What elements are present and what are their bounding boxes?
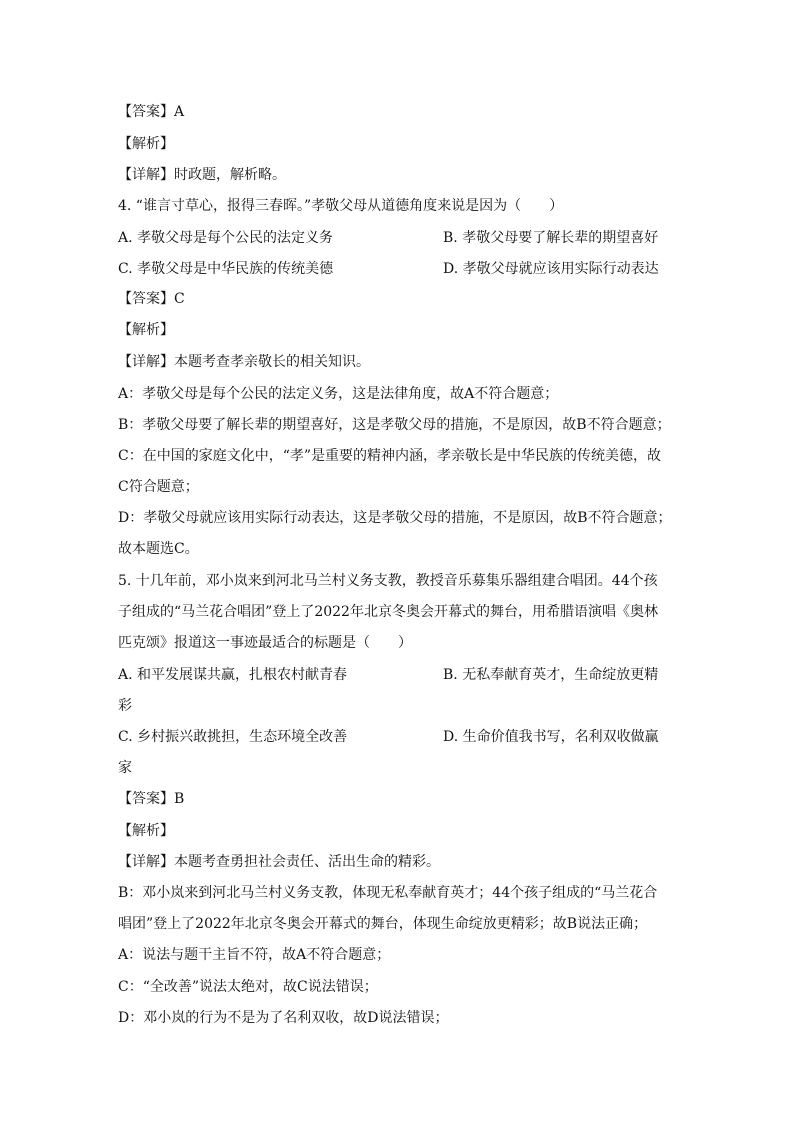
q4-explanation-c-line1: C：在中国的家庭文化中，“孝”是重要的精神内涵，孝亲敬长是中华民族的传统美德，故 bbox=[118, 448, 662, 464]
q5-option-d-line1: D. 生命价值我书写，名利双收做赢 bbox=[443, 729, 659, 745]
q5-option-a: A. 和平发展谋共赢，扎根农村献青春 bbox=[118, 667, 348, 683]
question-5-stem-line2: 子组成的“马兰花合唱团”登上了2022年北京冬奥会开幕式的舞台，用希腊语演唱《奥林 bbox=[118, 604, 658, 620]
q5-explanation-c: C：“全改善”说法太绝对，故C说法错误； bbox=[118, 979, 378, 995]
q4-analysis-label: 【解析】 bbox=[118, 322, 174, 338]
q5-analysis-label: 【解析】 bbox=[118, 823, 174, 839]
q5-explanation-b-line2: 唱团”登上了2022年北京冬奥会开幕式的舞台，体现生命绽放更精彩；故B说法正确； bbox=[118, 916, 648, 932]
q5-answer-label: 【答案】B bbox=[118, 791, 185, 807]
q5-explanation-b-line1: B：邓小岚来到河北马兰村义务支教，体现无私奉献育英才；44个孩子组成的“马兰花合 bbox=[118, 885, 658, 901]
q4-detail-text: 【详解】本题考查孝亲敬长的相关知识。 bbox=[118, 354, 370, 370]
q4-explanation-b: B：孝敬父母要了解长辈的期望喜好，这是孝敬父母的措施，不是原因，故B不符合题意； bbox=[118, 417, 671, 433]
q4-answer-label: 【答案】C bbox=[118, 291, 185, 307]
q4-option-a: A. 孝敬父母是每个公民的法定义务 bbox=[118, 230, 334, 246]
q4-option-c: C. 孝敬父母是中华民族的传统美德 bbox=[118, 261, 334, 277]
q4-explanation-a: A：孝敬父母是每个公民的法定义务，这是法律角度，故A不符合题意； bbox=[118, 386, 559, 402]
question-5-stem-line1: 5. 十几年前，邓小岚来到河北马兰村义务支教，教授音乐募集乐器组建合唱团。44个孩 bbox=[118, 573, 658, 589]
q4-option-d: D. 孝敬父母就应该用实际行动表达 bbox=[443, 261, 659, 277]
q5-option-b-line1: B. 无私奉献育英才，生命绽放更精 bbox=[443, 667, 659, 683]
question-4-stem: 4. “谁言寸草心，报得三春晖。”孝敬父母从道德角度来说是因为（ ） bbox=[118, 198, 564, 214]
q4-explanation-c-line2: C符合题意； bbox=[118, 479, 199, 495]
q5-option-d-line2: 家 bbox=[118, 760, 132, 776]
question-5-stem-line3: 匹克颂》报道这一事迹最适合的标题是（ ） bbox=[118, 635, 412, 651]
analysis-label: 【解析】 bbox=[118, 136, 174, 152]
q5-detail-text: 【详解】本题考查勇担社会责任、活出生命的精彩。 bbox=[118, 854, 440, 870]
q5-explanation-d: D：邓小岚的行为不是为了名利双收，故D说法错误； bbox=[118, 1010, 449, 1026]
q4-explanation-d: D：孝敬父母就应该用实际行动表达，这是孝敬父母的措施，不是原因，故B不符合题意； bbox=[118, 510, 672, 526]
q5-explanation-a: A：说法与题干主旨不符，故A不符合题意； bbox=[118, 947, 391, 963]
q5-option-b-line2: 彩 bbox=[118, 698, 132, 714]
q5-option-c: C. 乡村振兴敢挑担，生态环境全改善 bbox=[118, 729, 348, 745]
detail-text: 【详解】时政题，解析略。 bbox=[118, 167, 286, 183]
q4-option-b: B. 孝敬父母要了解长辈的期望喜好 bbox=[443, 230, 659, 246]
answer-label: 【答案】A bbox=[118, 104, 185, 120]
q4-conclusion: 故本题选C。 bbox=[118, 541, 199, 557]
